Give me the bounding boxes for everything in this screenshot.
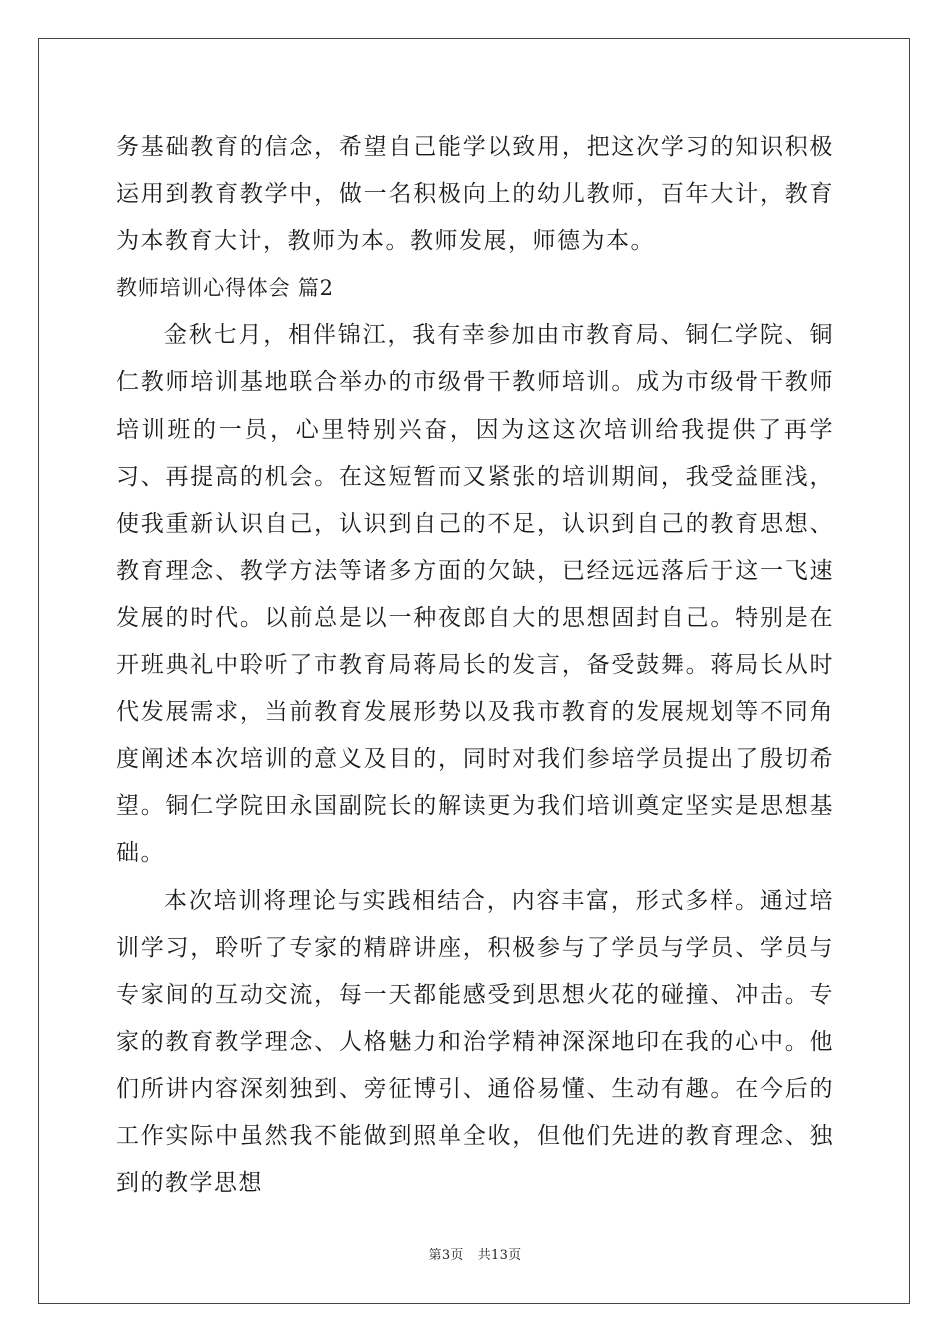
paragraph-body: 本次培训将理论与实践相结合，内容丰富，形式多样。通过培训学习，聆听了专家的精辟讲座，积极参与了学员与学员、学员与专家间的互动交流，每一天都能感受到思想火花的碰撞、冲击。专家的教育教学理念、人格魅力和治学精神深深地印在我的心中。他们所讲内容深刻独到、旁征博引、通俗易懂、生动有趣。在今后的工作实际中虽然我不能做到照单全收，但他们先进的教育理念、独到的教学思想 [116, 887, 834, 1197]
page-number: 第3页 [428, 1248, 464, 1263]
page-total: 共13页 [477, 1248, 522, 1263]
paragraph-continuation: 务基础教育的信念，希望自己能学以致用，把这次学习的知识积极运用到教育教学中，做一名积极向上的幼儿教师，百年大计，教育为本教育大计，教师为本。教师发展，师德为本。 [116, 134, 834, 255]
page-footer [0, 1247, 950, 1265]
paragraph-body: 金秋七月，相伴锦江，我有幸参加由市教育局、铜仁学院、铜仁教师培训基地联合举办的市级骨干教师培训。成为市级骨干教师培训班的一员，心里特别兴奋，因为这这次培训给我提供了再学习、再提高的机会。在这短暂而又紧张的培训期间，我受益匪浅，使我重新认识自己，认识到自己的不足，认识到自己的教育思想、教育理念、教学方法等诸多方面的欠缺，已经远远落后于这一飞速发展的时代。以前总是以一种夜郎自大的思想固封自己。特别是在开班典礼中聆听了市教育局蒋局长的发言，备受鼓舞。蒋局长从时代发展需求，当前教育发展形势以及我市教育的发展规划等不同角度阐述本次培训的意义及目的，同时对我们参培学员提出了殷切希望。铜仁学院田永国副院长的解读更为我们培训奠定坚实是思想基础。 [116, 322, 834, 867]
document-body [116, 124, 834, 1207]
section-heading: 教师培训心得体会 篇2 [116, 276, 334, 301]
